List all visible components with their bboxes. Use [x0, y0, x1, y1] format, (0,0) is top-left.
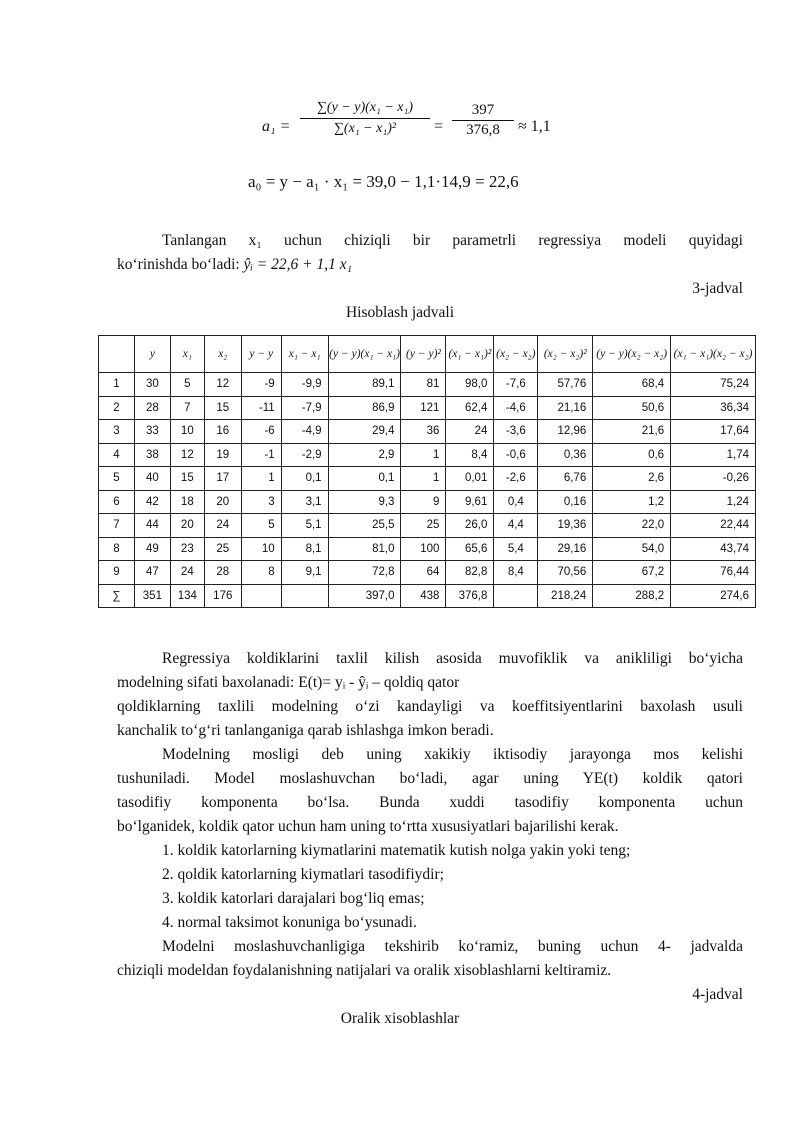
table-cell: 274,6 — [671, 584, 756, 608]
paragraph-line: modelning sifati baxolanadi: E(t)= yᵢ - ŷᵢ – qoldiq qator — [117, 674, 460, 691]
table-header-cell: x₂ — [204, 336, 241, 373]
table-cell: 47 — [134, 561, 170, 585]
table-cell: -1 — [241, 443, 281, 467]
table-cell: 81 — [401, 373, 446, 397]
table-cell: 376,8 — [446, 584, 494, 608]
table-cell: 1 — [401, 467, 446, 491]
table-cell: 36 — [401, 420, 446, 444]
table-cell: 65,6 — [446, 537, 494, 561]
table-cell: 33 — [134, 420, 170, 444]
table-cell: 15 — [204, 396, 241, 420]
table-header-cell: (y − y)(x₂ − x₂) — [593, 336, 671, 373]
table-row — [99, 514, 756, 538]
table-header-cell — [99, 336, 135, 373]
table-cell: 86,9 — [328, 396, 401, 420]
table-cell: -3,6 — [494, 420, 538, 444]
table-row — [99, 420, 756, 444]
table-cell: 89,1 — [328, 373, 401, 397]
table-cell: -6 — [241, 420, 281, 444]
table4-title: Oralik xisoblashlar — [340, 1010, 460, 1027]
table-cell: 19 — [204, 443, 241, 467]
paragraph-line: bo‘lganidek, koldik qator uchun ham uning to‘rtta xususiyatlari bajarilishi kerak. — [117, 818, 619, 835]
table-cell: 76,44 — [671, 561, 756, 585]
table-cell: 36,34 — [671, 396, 756, 420]
table-cell: 43,74 — [671, 537, 756, 561]
table-cell: 4 — [99, 443, 135, 467]
table-cell: 9,3 — [328, 490, 401, 514]
table-cell: 28 — [204, 561, 241, 585]
list-item: 4. normal taksimot konuniga bo‘ysunadi. — [162, 914, 417, 931]
paragraph-line: kanchalik to‘g‘ri tanlanganiga qarab ishlashga imkon beradi. — [117, 722, 494, 739]
formula-a1-value-den: 376,8 — [466, 122, 500, 138]
table-cell: 82,8 — [446, 561, 494, 585]
intro-line-1: Tanlangan x₁ uchun chiziqli bir parametrli regressiya modeli quyidagi — [162, 232, 743, 249]
table-cell: 29,16 — [538, 537, 593, 561]
table-cell: 23 — [170, 537, 204, 561]
table-cell: 25,5 — [328, 514, 401, 538]
table-cell: 12,96 — [538, 420, 593, 444]
table-cell: -11 — [241, 396, 281, 420]
table-cell: 21,6 — [593, 420, 671, 444]
table-cell: 1 — [241, 467, 281, 491]
table-cell: 24 — [170, 561, 204, 585]
table-cell — [494, 584, 538, 608]
table-cell: 25 — [401, 514, 446, 538]
table-cell: 1,24 — [671, 490, 756, 514]
table-cell: 17 — [204, 467, 241, 491]
table-cell: 57,76 — [538, 373, 593, 397]
table-cell: 1 — [99, 373, 135, 397]
table-header-row — [99, 336, 756, 373]
table-row — [99, 467, 756, 491]
table-cell: 0,1 — [328, 467, 401, 491]
table-row — [99, 373, 756, 397]
formula-a1-denominator: ∑(x₁ − x₁)² — [333, 121, 397, 136]
table-cell: 98,0 — [446, 373, 494, 397]
table-header-cell: x₁ — [170, 336, 204, 373]
table-cell: 9 — [99, 561, 135, 585]
table-cell: 9,1 — [281, 561, 328, 585]
table-cell: 12 — [204, 373, 241, 397]
table-cell: 1 — [401, 443, 446, 467]
table-cell: 68,4 — [593, 373, 671, 397]
table-cell: 8,4 — [446, 443, 494, 467]
table-cell: 50,6 — [593, 396, 671, 420]
table-header-cell: x₁ − x₁ — [281, 336, 328, 373]
table-header-cell: (y − y)(x₁ − x₁) — [328, 336, 401, 373]
table-cell: 10 — [241, 537, 281, 561]
table-cell: 19,36 — [538, 514, 593, 538]
table-header-cell: (x₂ − x₂)² — [538, 336, 593, 373]
table-cell: -9 — [241, 373, 281, 397]
table-cell: 25 — [204, 537, 241, 561]
list-item: 1. koldik katorlarning kiymatlarini matematik kutish nolga yakin yoki teng; — [162, 842, 631, 859]
table-cell: 5,1 — [281, 514, 328, 538]
table-cell: 2 — [99, 396, 135, 420]
table-header-cell: (x₁ − x₁)² — [446, 336, 494, 373]
table-cell: 9,61 — [446, 490, 494, 514]
table-cell: 176 — [204, 584, 241, 608]
table-cell: 5,4 — [494, 537, 538, 561]
table-cell: -2,6 — [494, 467, 538, 491]
table-cell: 2,9 — [328, 443, 401, 467]
table-row — [99, 561, 756, 585]
table-cell: 24 — [204, 514, 241, 538]
table-cell: 6,76 — [538, 467, 593, 491]
paragraph-line: qoldiklarning taxlili modelning o‘zi kandayligi va koeffitsiyentlarini baxolash usuli — [117, 698, 743, 715]
table3-title: Hisoblash jadvali — [345, 304, 455, 321]
table-cell: -4,6 — [494, 396, 538, 420]
intro-line-2-prefix: ko‘rinishda bo‘ladi: — [117, 256, 244, 273]
table-cell: 8 — [241, 561, 281, 585]
table-cell: 10 — [170, 420, 204, 444]
table-cell: 3 — [241, 490, 281, 514]
table-row — [99, 490, 756, 514]
table-cell: 70,56 — [538, 561, 593, 585]
formula-a1-fraction — [300, 100, 430, 137]
formula-a1-lhs: a₁ = — [262, 118, 291, 135]
table-cell: -2,9 — [281, 443, 328, 467]
table-cell: 8,4 — [494, 561, 538, 585]
paragraph-line: tushuniladi. Model moslashuvchan bo‘ladi, agar uning YE(t) koldik qatori — [117, 770, 743, 787]
table-cell: 81,0 — [328, 537, 401, 561]
formula-a0: a₀ = y − a₁ · x₁ = 39,0 − 1,1·14,9 = 22,6 — [248, 172, 519, 191]
table-cell: 38 — [134, 443, 170, 467]
table-row — [99, 537, 756, 561]
table-cell: 1,74 — [671, 443, 756, 467]
formula-a1-value-fraction — [452, 102, 514, 139]
table-header-cell: (x₂ − x₂) — [494, 336, 538, 373]
table-cell: 17,64 — [671, 420, 756, 444]
table-cell: 0,36 — [538, 443, 593, 467]
list-item: 3. koldik katorlari darajalari bog‘liq emas; — [162, 890, 425, 907]
table-cell: 7 — [99, 514, 135, 538]
table-cell: 22,44 — [671, 514, 756, 538]
table-cell: 9 — [401, 490, 446, 514]
table-header-cell: y − y — [241, 336, 281, 373]
table-cell — [281, 584, 328, 608]
table-cell: 0,16 — [538, 490, 593, 514]
table-cell: 24 — [446, 420, 494, 444]
formula-a1-approx: ≈ 1,1 — [518, 118, 551, 135]
table-cell: 22,0 — [593, 514, 671, 538]
table-cell: 15 — [170, 467, 204, 491]
table-cell: 54,0 — [593, 537, 671, 561]
table-header-cell: (y − y)² — [401, 336, 446, 373]
table-cell: 8,1 — [281, 537, 328, 561]
table-cell: -9,9 — [281, 373, 328, 397]
table-cell: -4,9 — [281, 420, 328, 444]
table-cell: 121 — [401, 396, 446, 420]
table-cell: 100 — [401, 537, 446, 561]
table3-number: 3-jadval — [692, 280, 743, 297]
regression-formula: ŷᵢ = 22,6 + 1,1 x₁ — [243, 256, 352, 273]
table-cell: 5 — [99, 467, 135, 491]
table-cell: 1,2 — [593, 490, 671, 514]
table-cell: 134 — [170, 584, 204, 608]
table-cell: 28 — [134, 396, 170, 420]
table-cell: 42 — [134, 490, 170, 514]
paragraph-line: chiziqli modeldan foydalanishning natijalari va oralik xisoblashlarni keltiramiz. — [117, 962, 612, 979]
table-cell: 18 — [170, 490, 204, 514]
table-row — [99, 584, 756, 608]
table-cell: 0,01 — [446, 467, 494, 491]
intro-line-2 — [117, 253, 743, 277]
table-cell: 288,2 — [593, 584, 671, 608]
table-cell: 30 — [134, 373, 170, 397]
table-cell: 3,1 — [281, 490, 328, 514]
table-cell: 44 — [134, 514, 170, 538]
table-cell: -7,6 — [494, 373, 538, 397]
table-cell: 67,2 — [593, 561, 671, 585]
table-row — [99, 443, 756, 467]
table-cell: 4,4 — [494, 514, 538, 538]
table-cell: 5 — [170, 373, 204, 397]
table-cell: 20 — [170, 514, 204, 538]
table-cell: 218,24 — [538, 584, 593, 608]
table-cell: 7 — [170, 396, 204, 420]
table-cell: 29,4 — [328, 420, 401, 444]
formula-a1 — [262, 100, 562, 155]
table-cell: 64 — [401, 561, 446, 585]
table-cell: 0,4 — [494, 490, 538, 514]
table-cell: 351 — [134, 584, 170, 608]
table-cell: 49 — [134, 537, 170, 561]
paragraph-line: Regressiya koldiklarini taxlil kilish asosida muvofiklik va anikliligi bo‘yicha — [162, 650, 743, 667]
table-cell: 0,1 — [281, 467, 328, 491]
table-cell: 21,16 — [538, 396, 593, 420]
calculation-table — [98, 335, 756, 608]
table-cell: -0,6 — [494, 443, 538, 467]
table-cell: 40 — [134, 467, 170, 491]
table-cell: 20 — [204, 490, 241, 514]
table-header-cell: (x₁ − x₁)(x₂ − x₂) — [671, 336, 756, 373]
list-item: 2. qoldik katorlarning kiymatlari tasodifiydir; — [162, 866, 444, 883]
table-row — [99, 396, 756, 420]
table-cell: 3 — [99, 420, 135, 444]
formula-a1-value-num: 397 — [471, 102, 495, 118]
table-cell: 26,0 — [446, 514, 494, 538]
paragraph-line: Modelning mosligi deb uning xakikiy iktisodiy jarayonga mos kelishi — [162, 746, 743, 763]
table-cell: 16 — [204, 420, 241, 444]
table-cell: 12 — [170, 443, 204, 467]
paragraph-line: tasodifiy komponenta bo‘lsa. Bunda xuddi tasodifiy komponenta uchun — [117, 794, 743, 811]
table-cell: 5 — [241, 514, 281, 538]
paragraph-line: Modelni moslashuvchanligiga tekshirib ko‘ramiz, buning uchun 4- jadvalda — [162, 938, 743, 955]
table-cell — [241, 584, 281, 608]
table-cell: 75,24 — [671, 373, 756, 397]
table-cell: 438 — [401, 584, 446, 608]
table-cell: -7,9 — [281, 396, 328, 420]
table-cell: 0,6 — [593, 443, 671, 467]
formula-a1-numerator: ∑(y − y)(x₁ − x₁) — [316, 100, 414, 115]
table4-number: 4-jadval — [692, 986, 743, 1003]
table-cell: -0,26 — [671, 467, 756, 491]
table-cell: 6 — [99, 490, 135, 514]
table-cell: 72,8 — [328, 561, 401, 585]
table-cell: 8 — [99, 537, 135, 561]
table-cell: 397,0 — [328, 584, 401, 608]
formula-a1-equals: = — [434, 118, 444, 135]
table-header-cell: y — [134, 336, 170, 373]
table-cell: 62,4 — [446, 396, 494, 420]
table-cell: ∑ — [99, 584, 135, 608]
table-cell: 2,6 — [593, 467, 671, 491]
